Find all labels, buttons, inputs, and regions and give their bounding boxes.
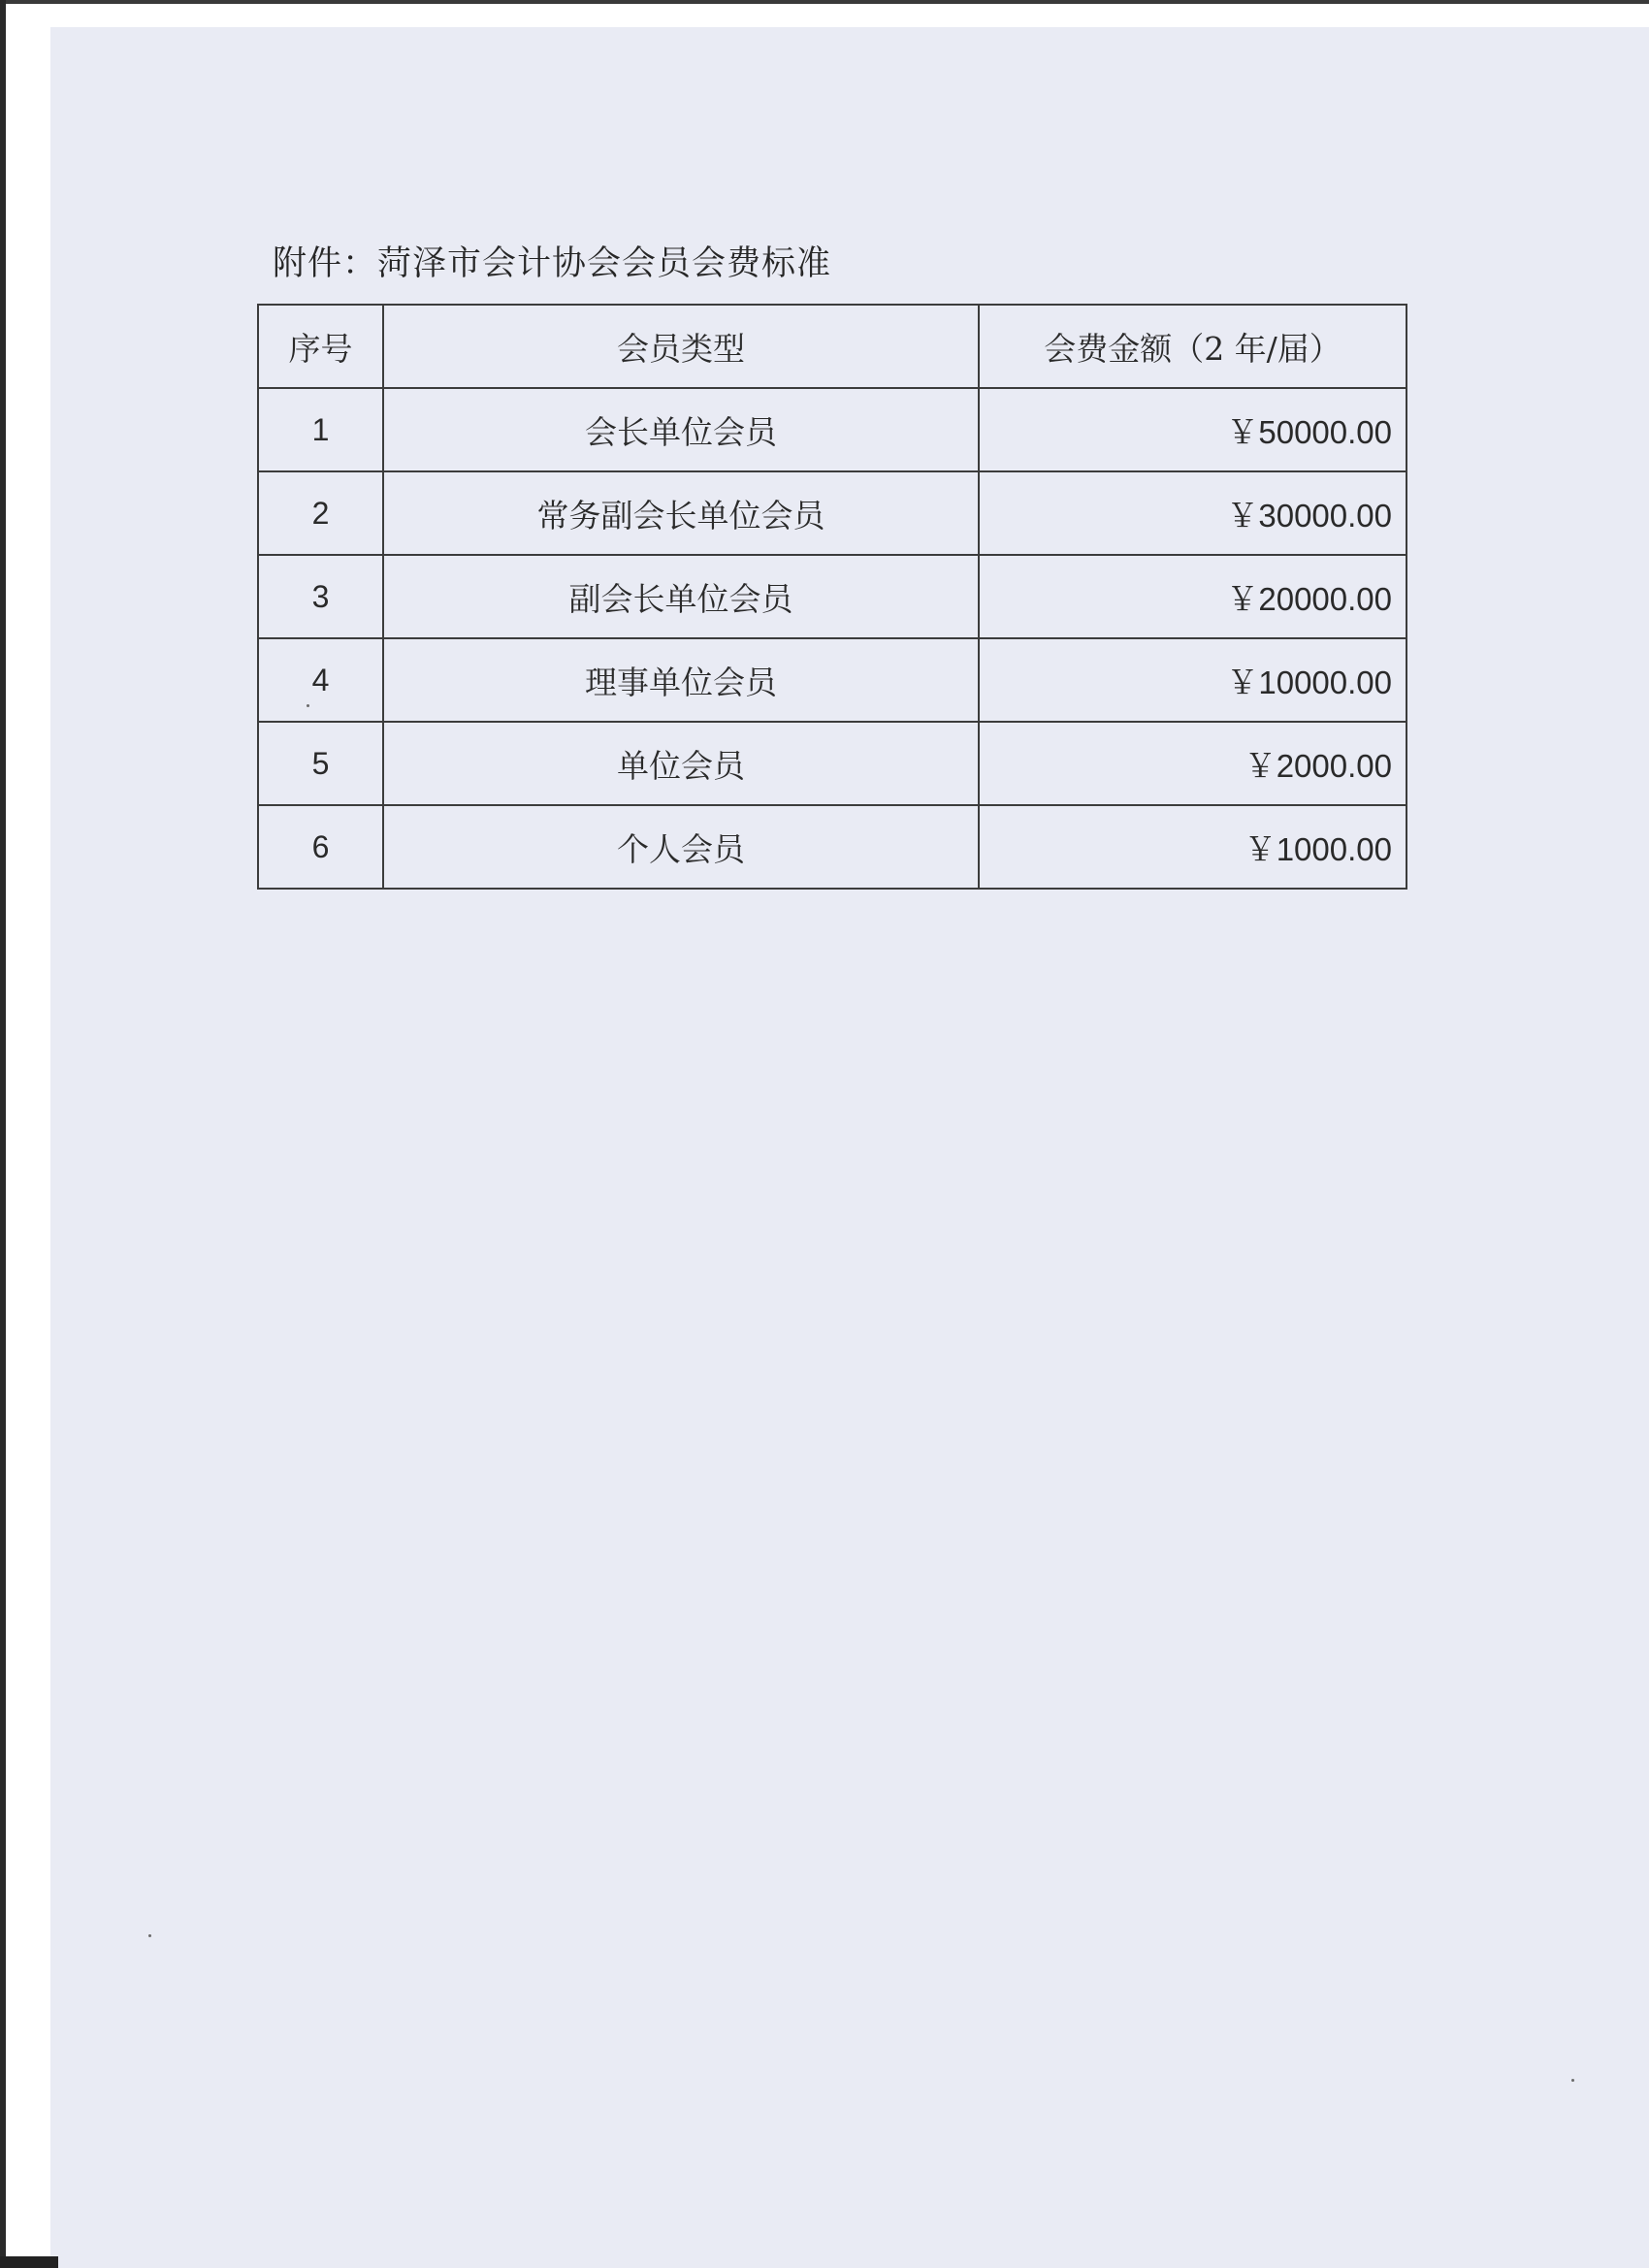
header-fee-amount: 会费金额（2 年/届） <box>979 305 1406 388</box>
header-member-type: 会员类型 <box>383 305 979 388</box>
table-row <box>258 555 1406 638</box>
table-row <box>258 722 1406 805</box>
table-header-row <box>258 305 1406 388</box>
row-member-type: 单位会员 <box>383 722 979 805</box>
table-row <box>258 805 1406 889</box>
scan-speck <box>1571 2079 1574 2082</box>
row-index: 2 <box>258 471 383 555</box>
row-member-type: 副会长单位会员 <box>383 555 979 638</box>
row-index: 3 <box>258 555 383 638</box>
row-fee-amount: ￥20000.00 <box>979 555 1406 638</box>
row-index: 1 <box>258 388 383 471</box>
header-index: 序号 <box>258 305 383 388</box>
table-row <box>258 388 1406 471</box>
table-row <box>258 471 1406 555</box>
row-index: 6 <box>258 805 383 889</box>
row-fee-amount: ￥1000.00 <box>979 805 1406 889</box>
scan-speck <box>307 704 309 707</box>
scan-speck <box>148 1934 151 1937</box>
document-title: 附件：菏泽市会计协会会员会费标准 <box>273 244 832 283</box>
row-fee-amount: ￥2000.00 <box>979 722 1406 805</box>
scan-edge-left <box>0 0 6 2268</box>
row-member-type: 个人会员 <box>383 805 979 889</box>
table-row <box>258 638 1406 722</box>
row-fee-amount: ￥30000.00 <box>979 471 1406 555</box>
membership-fee-table <box>257 304 1407 890</box>
row-member-type: 理事单位会员 <box>383 638 979 722</box>
row-fee-amount: ￥10000.00 <box>979 638 1406 722</box>
row-member-type: 会长单位会员 <box>383 388 979 471</box>
scan-edge-bottom <box>0 2256 58 2268</box>
row-index: 4 <box>258 638 383 722</box>
row-index: 5 <box>258 722 383 805</box>
scan-edge-top <box>0 0 1649 4</box>
row-member-type: 常务副会长单位会员 <box>383 471 979 555</box>
row-fee-amount: ￥50000.00 <box>979 388 1406 471</box>
